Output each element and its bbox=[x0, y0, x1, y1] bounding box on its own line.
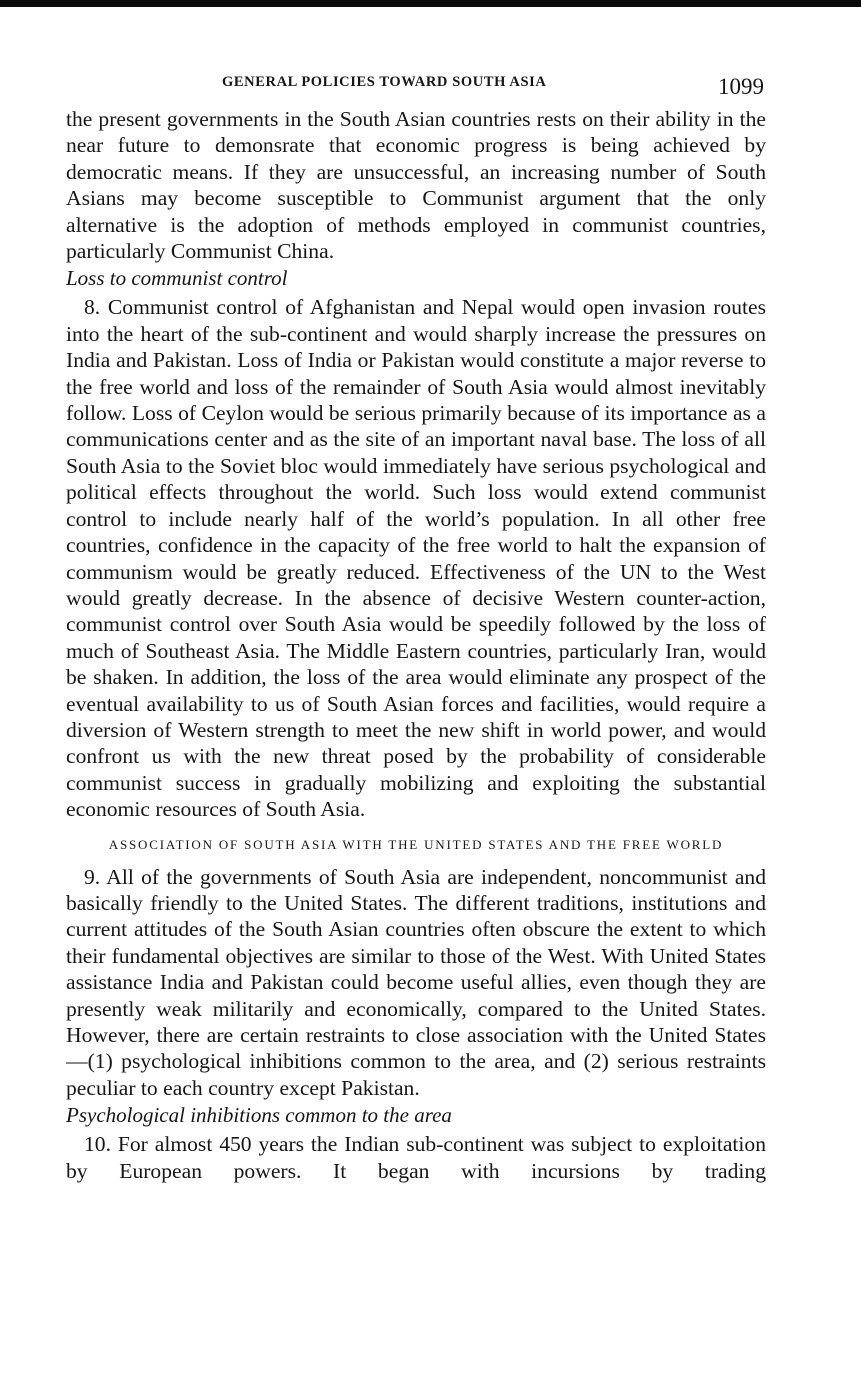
document-page bbox=[66, 66, 766, 1184]
page-number: 1099 bbox=[718, 74, 764, 99]
paragraph-intro: the present governments in the South Asian countries rests on their ability in the near future to demonsrate that economic progress is being achieved by democratic means. If they are unsuccessful, an increasing number of South Asians may become susceptible to Communist argument that the only alternative is the adoption of methods employed in communist countries, particularly Communist China. bbox=[66, 107, 766, 264]
subheading-loss-to-communist-control: Loss to communist control bbox=[66, 266, 288, 291]
paragraph-8: 8. Communist control of Afghanistan and Nepal would open invasion routes into the heart of the sub-continent and would sharply increase the pressures on India and Pakistan. Loss of India or Pakistan would constitute a major reverse to the free world and loss of the remainder of South Asia would almost inevitably follow. Loss of Ceylon would be serious primarily because of its importance as a communications center and as the site of an important naval base. The loss of all South Asia to the Soviet bloc would immediately have serious psychological and political effects throughout the world. Such loss would extend communist control to include nearly half of the world’s population. In all other free countries, confidence in the capacity of the free world to halt the expansion of communism would be greatly reduced. Effectiveness of the UN to the West would greatly decrease. In the absence of decisive Western counter-action, communist control over South Asia would be speedily followed by the loss of much of Southeast Asia. The Middle Eastern countries, particularly Iran, would be shaken. In addition, the loss of the area would eliminate any prospect of the eventual availability to us of South Asian forces and facilities, would require a diversion of Western strength to meet the new shift in world power, and would confront us with the new threat posed by the probability of considerable communist success in gradually mobilizing and exploiting the substantial economic resources of South Asia. bbox=[66, 295, 766, 822]
running-header bbox=[66, 66, 766, 106]
subheading-psychological-inhibitions: Psychological inhibitions common to the area bbox=[66, 1103, 452, 1128]
top-border bbox=[0, 0, 861, 7]
paragraph-9: 9. All of the governments of South Asia are independent, noncommunist and basically friendly to the United States. The different traditions, institutions and current attitudes of the South Asian countries often obscure the extent to which their fundamental objectives are similar to those of the West. With United States assistance India and Pakistan could become useful allies, even though they are presently weak militarily and economically, compared to the United States. However, there are certain restraints to close association with the United States—(1) psychological inhibitions common to the area, and (2) serious restraints peculiar to each country except Pakistan. bbox=[66, 864, 766, 1100]
running-title: GENERAL POLICIES TOWARD SOUTH ASIA bbox=[222, 74, 547, 90]
section-heading-association: ASSOCIATION OF SOUTH ASIA WITH THE UNITED STATES AND THE FREE WORLD bbox=[108, 836, 724, 852]
paragraph-10: 10. For almost 450 years the Indian sub-continent was subject to exploitation by European powers. It began with incursions by trading bbox=[66, 1132, 766, 1183]
